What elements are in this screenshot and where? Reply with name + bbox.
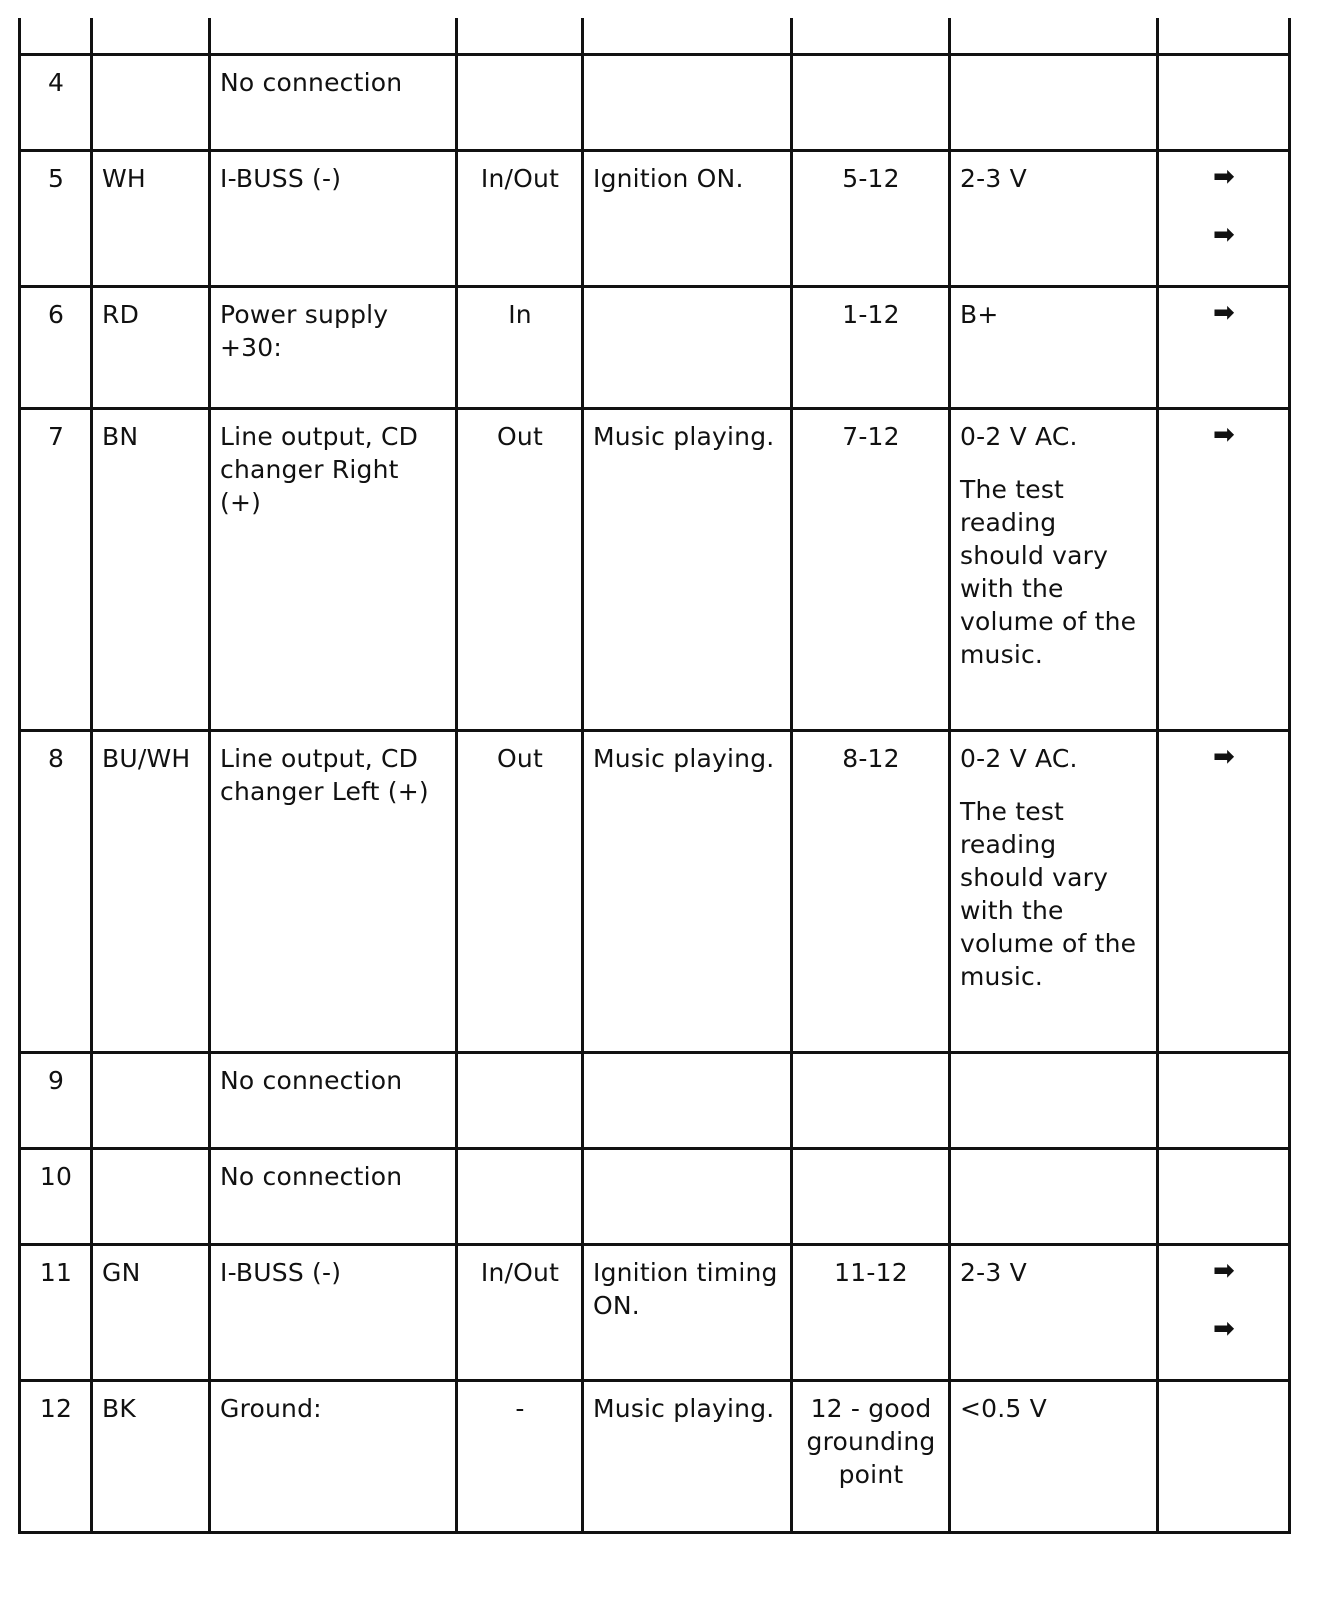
test-points-cell: [792, 55, 950, 151]
pin-cell: 11: [20, 1245, 92, 1381]
test-points-cell: 8-12: [792, 731, 950, 1053]
value-cell: [950, 1149, 1158, 1245]
pin-cell: 12: [20, 1381, 92, 1533]
link-arrows-cell: [1158, 287, 1290, 409]
test-points-cell: 5-12: [792, 151, 950, 287]
value-cell: [950, 287, 1158, 409]
test-points-cell: 1-12: [792, 287, 950, 409]
wire-color-cell: BN: [92, 409, 210, 731]
condition-cell: Music playing.: [583, 409, 792, 731]
value-text: B+: [960, 300, 999, 329]
pin-cell: 4: [20, 55, 92, 151]
wire-color-cell: RD: [92, 287, 210, 409]
condition-cell: Ignition timing ON.: [583, 1245, 792, 1381]
condition-cell: [583, 1053, 792, 1149]
value-text: 0-2 V AC.: [960, 422, 1078, 451]
direction-cell: Out: [457, 409, 583, 731]
function-cell: I-BUSS (-): [210, 1245, 457, 1381]
direction-cell: In/Out: [457, 1245, 583, 1381]
direction-cell: In: [457, 287, 583, 409]
pin-cell: 5: [20, 151, 92, 287]
link-arrows-cell: [1158, 1149, 1290, 1245]
table-row: [20, 731, 1290, 1053]
function-cell: No connection: [210, 1053, 457, 1149]
wire-color-cell: BU/WH: [92, 731, 210, 1053]
table-top-strip: [20, 18, 1290, 55]
test-points-cell: 7-12: [792, 409, 950, 731]
right-arrow-icon[interactable]: ➡: [1213, 1314, 1235, 1344]
wire-color-cell: WH: [92, 151, 210, 287]
pin-cell: 10: [20, 1149, 92, 1245]
link-arrows-cell: [1158, 1381, 1290, 1533]
pin-cell: 8: [20, 731, 92, 1053]
condition-cell: [583, 55, 792, 151]
wire-color-cell: GN: [92, 1245, 210, 1381]
value-cell: [950, 1381, 1158, 1533]
table-body: [20, 18, 1290, 1533]
value-text: The test reading should vary with the volume of the music.: [960, 797, 1137, 991]
test-points-cell: 12 - good grounding point: [792, 1381, 950, 1533]
table-row: [20, 1381, 1290, 1533]
function-cell: Ground:: [210, 1381, 457, 1533]
value-cell: [950, 1245, 1158, 1381]
value-text: 2-3 V: [960, 1258, 1027, 1287]
right-arrow-icon[interactable]: ➡: [1213, 742, 1235, 772]
test-points-cell: [792, 1149, 950, 1245]
pin-cell: 6: [20, 287, 92, 409]
table-row: [20, 151, 1290, 287]
value-cell: [950, 151, 1158, 287]
value-text: 2-3 V: [960, 164, 1027, 193]
direction-cell: [457, 55, 583, 151]
function-cell: Line output, CD changer Left (+): [210, 731, 457, 1053]
link-arrows-cell: [1158, 151, 1290, 287]
value-text: 0-2 V AC.: [960, 744, 1078, 773]
table-row: [20, 55, 1290, 151]
value-text: <0.5 V: [960, 1394, 1047, 1423]
link-arrows-cell: [1158, 55, 1290, 151]
wire-color-cell: [92, 55, 210, 151]
link-arrows-cell: [1158, 1053, 1290, 1149]
table-row: [20, 1245, 1290, 1381]
function-cell: No connection: [210, 55, 457, 151]
table-row: [20, 287, 1290, 409]
condition-cell: Ignition ON.: [583, 151, 792, 287]
direction-cell: [457, 1149, 583, 1245]
direction-cell: -: [457, 1381, 583, 1533]
condition-cell: [583, 1149, 792, 1245]
function-cell: No connection: [210, 1149, 457, 1245]
function-cell: Power supply +30:: [210, 287, 457, 409]
direction-cell: In/Out: [457, 151, 583, 287]
right-arrow-icon[interactable]: ➡: [1213, 162, 1235, 192]
table-row: [20, 1149, 1290, 1245]
table-row: [20, 1053, 1290, 1149]
value-cell: [950, 409, 1158, 731]
condition-cell: Music playing.: [583, 731, 792, 1053]
pin-cell: 7: [20, 409, 92, 731]
wire-color-cell: [92, 1053, 210, 1149]
pin-table: [18, 18, 1291, 1534]
value-cell: [950, 1053, 1158, 1149]
wire-color-cell: BK: [92, 1381, 210, 1533]
function-cell: I-BUSS (-): [210, 151, 457, 287]
function-cell: Line output, CD changer Right (+): [210, 409, 457, 731]
direction-cell: [457, 1053, 583, 1149]
condition-cell: Music playing.: [583, 1381, 792, 1533]
value-text: The test reading should vary with the volume of the music.: [960, 475, 1137, 669]
link-arrows-cell: [1158, 409, 1290, 731]
right-arrow-icon[interactable]: ➡: [1213, 1256, 1235, 1286]
value-cell: [950, 55, 1158, 151]
right-arrow-icon[interactable]: ➡: [1213, 420, 1235, 450]
right-arrow-icon[interactable]: ➡: [1213, 298, 1235, 328]
condition-cell: [583, 287, 792, 409]
direction-cell: Out: [457, 731, 583, 1053]
wire-color-cell: [92, 1149, 210, 1245]
right-arrow-icon[interactable]: ➡: [1213, 220, 1235, 250]
test-points-cell: 11-12: [792, 1245, 950, 1381]
table-row: [20, 409, 1290, 731]
link-arrows-cell: [1158, 1245, 1290, 1381]
pin-cell: 9: [20, 1053, 92, 1149]
test-points-cell: [792, 1053, 950, 1149]
link-arrows-cell: [1158, 731, 1290, 1053]
value-cell: [950, 731, 1158, 1053]
